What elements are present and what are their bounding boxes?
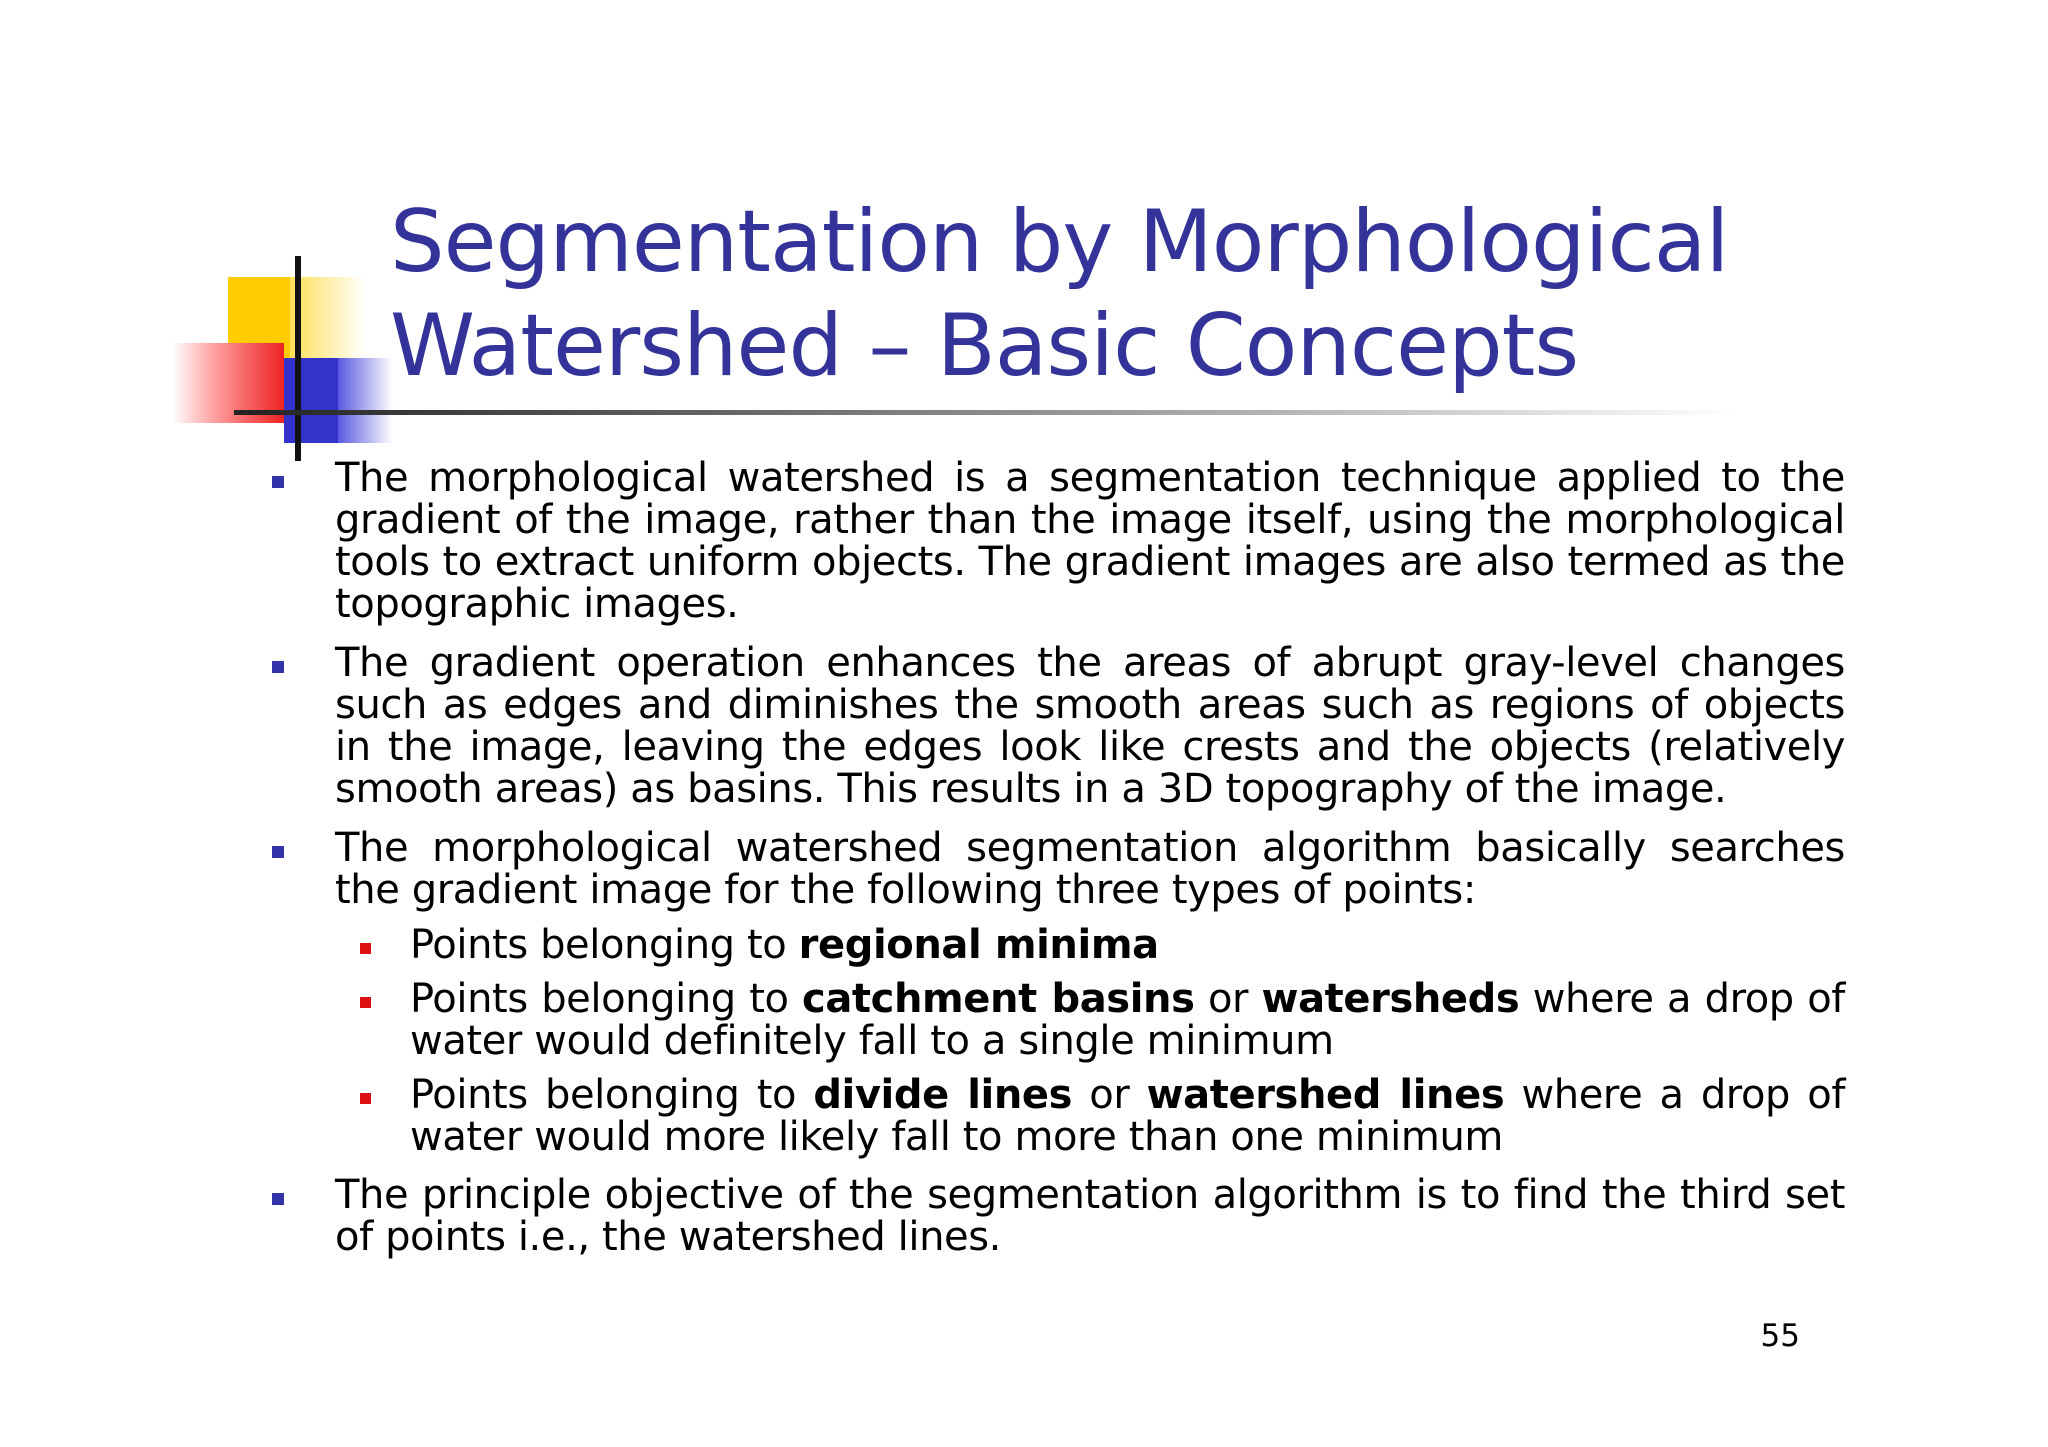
square-bullet-icon	[272, 661, 284, 673]
sub-bullet-item	[410, 978, 1845, 1062]
red-square-bullet-icon	[360, 943, 371, 954]
bullet-text: The morphological watershed segmentation algorithm basically searches the gradient image for the following three types of points:	[335, 825, 1845, 913]
square-bullet-icon	[272, 1193, 284, 1205]
sub-bullet-bold-term: catchment basins	[802, 976, 1195, 1022]
square-bullet-icon	[272, 846, 284, 858]
title-line-1: Segmentation by Morphological	[390, 192, 1729, 292]
bullet-list	[260, 457, 1845, 1275]
sub-bullet-bold-term: divide lines	[813, 1072, 1073, 1118]
title-underline	[234, 410, 1734, 415]
bullet-text: The morphological watershed is a segmentation technique applied to the gradient of the image, rather than the image itself, using the morphological tools to extract uniform objects. The gradient images are also termed as the topographic images.	[335, 455, 1845, 627]
decor-yellow-fade	[290, 277, 365, 367]
sub-bullet-suffix: where a drop of water would definitely fall to a single minimum	[410, 976, 1845, 1064]
title-line-2: Watershed – Basic Concepts	[390, 296, 1579, 396]
sub-bullet-prefix: Points belonging to	[410, 976, 803, 1022]
decor-blue-fade	[338, 358, 393, 443]
red-square-bullet-icon	[360, 997, 371, 1008]
sub-bullet-middle: or	[1194, 976, 1262, 1022]
bullet-item	[260, 827, 1845, 911]
bullet-item	[260, 642, 1845, 810]
red-square-bullet-icon	[360, 1093, 371, 1104]
decor-blue-square	[284, 358, 338, 443]
bullet-text: The gradient operation enhances the areas of abrupt gray-level changes such as edges and diminishes the smooth areas such as regions of objects in the image, leaving the edges look like crests and the objects (relatively smooth areas) as basins. This results in a 3D topography of the image.	[335, 640, 1845, 812]
sub-bullet-bold-term: watershed lines	[1146, 1072, 1505, 1118]
sub-bullet-prefix: Points belonging to	[410, 1072, 814, 1118]
bullet-item	[260, 457, 1845, 625]
page-number: 55	[1760, 1318, 1800, 1354]
sub-bullet-prefix: Points belonging to	[410, 922, 799, 968]
square-bullet-icon	[272, 476, 284, 488]
sub-bullet-suffix: where a drop of water would more likely fall to more than one minimum	[410, 1072, 1845, 1160]
decor-vertical-line	[295, 256, 301, 461]
sub-bullet-list	[260, 924, 1845, 1158]
sub-bullet-item	[410, 924, 1845, 966]
sub-bullet-middle: or	[1072, 1072, 1147, 1118]
bullet-item	[260, 1174, 1845, 1258]
bullet-text: The principle objective of the segmentation algorithm is to find the third set of points i.e., the watershed lines.	[335, 1172, 1845, 1260]
slide-title	[390, 190, 1790, 398]
sub-bullet-bold-term: watersheds	[1261, 976, 1520, 1022]
sub-bullet-item	[410, 1074, 1845, 1158]
sub-bullet-bold-term: regional minima	[798, 922, 1159, 968]
